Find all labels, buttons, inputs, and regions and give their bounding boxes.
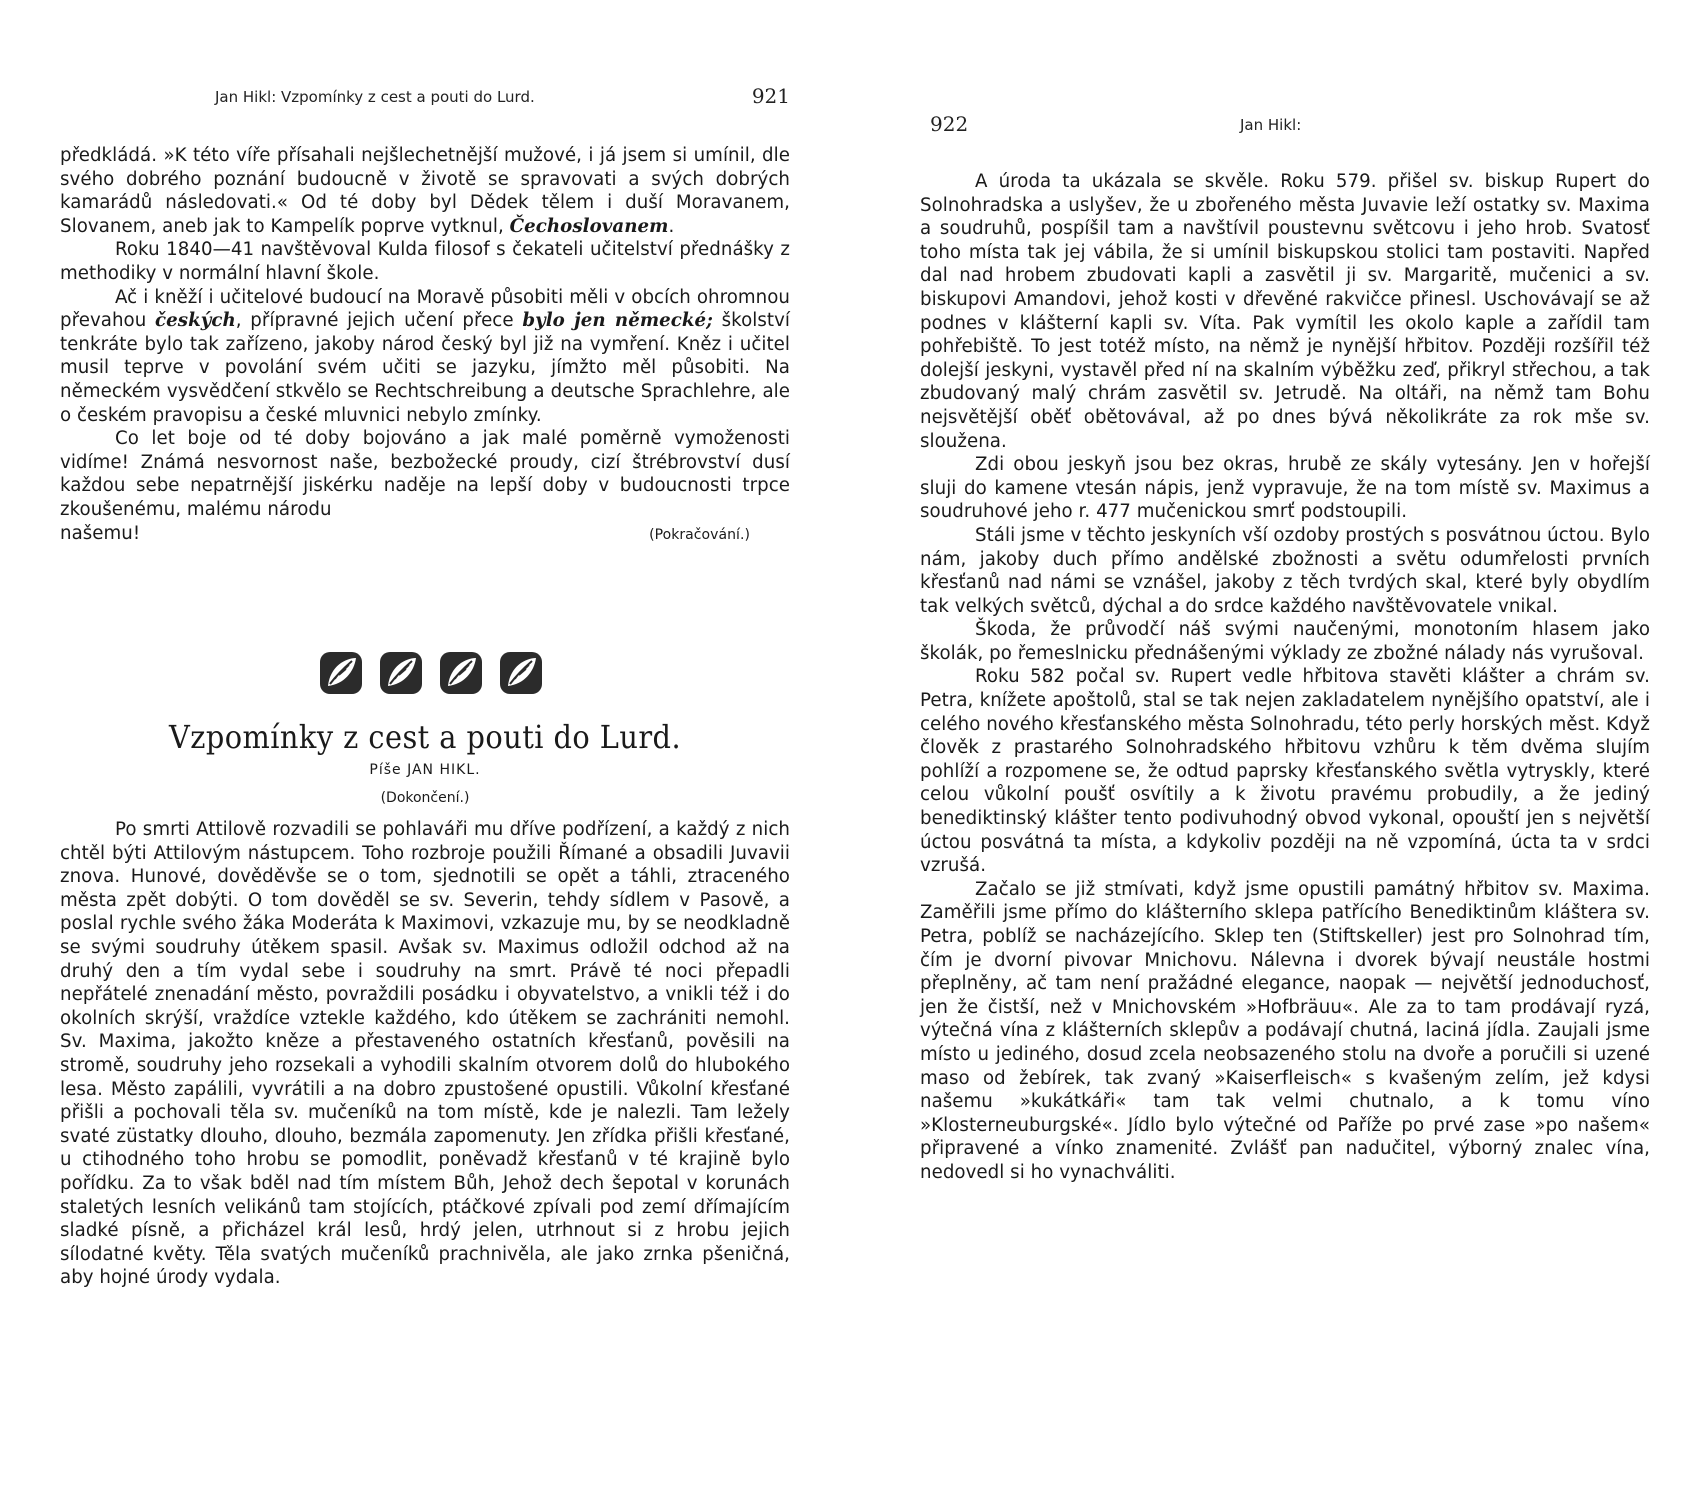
paragraph: předkládá. »K této víře přísahali nejšlechetnější mužové, i já jsem si umínil, dle svého dobrého poznání budoucně v životě se spravovati a svých dobrých kamarádů následovati.« Od té doby byl Dědek tělem i duší Moravanem, Slovanem, aneb jak to Kampelík poprve vytknul, Čechoslovanem. xyxy=(60,145,790,237)
paragraph: Zdi obou jeskyň jsou bez okras, hrubě ze skály vytesány. Jen v hořejší sluji do kamene vtesán nápis, jenž vypravuje, že na tom místě sv. Maximus a soudruhové jeho r. 477 mučenickou smrť podstoupili. xyxy=(920,454,1650,523)
running-head-title: Jan Hikl: xyxy=(1240,116,1302,134)
paragraph: Roku 582 počal sv. Rupert vedle hřbitova stavěti klášter a chrám sv. Petra, knížete apoštolů, stal se tak nejen zakladatelem nynějšího opatství, ale i celého nového křesťanského města Solnohradu, této perly horských měst. Když člověk z prastarého Solnohradského hřbitovu vzhůru k těm dvěma slujím pohlíží a rozpomene se, že odtud paprsky křesťanského světla vytryskly, které celou vůkolní poušť osvítily a k životu pravému probudily, a že jediný benediktinský klášter tento podivuhodný obvod vykonal, opouští jen s největší úctou posvátná ta místa, a kdykoliv později na ně vzpomíná, úcta ta v srdci vzrušá. xyxy=(920,666,1650,877)
paragraph: Stáli jsme v těchto jeskyních vší ozdoby prostých s posvátnou úctou. Bylo nám, jakoby duch přímo andělské zbožnosti a světu odumřelosti prvních křesťanů nad námi se vznášel, jakoby z těch tvrdých skal, které byly obydlím tak velkých světců, dýchal a do srdce každého navštěvovatele vnikal. xyxy=(920,524,1650,617)
running-head-title: Jan Hikl: Vzpomínky z cest a pouti do Lurd. xyxy=(215,88,535,106)
paragraph: Roku 1840—41 navštěvoval Kulda filosof s čekateli učitelství přednášky z methodiky v normální hlavní škole. xyxy=(60,239,790,284)
byline: Píše JAN HIKL. xyxy=(369,762,481,778)
paragraph: A úroda ta ukázala se skvěle. Roku 579. přišel sv. biskup Rupert do Solnohradska a uslyšev, že u zbořeného města Juvavie leží ostatky sv. Maxima a soudruhů, pospíšil tam a navštívil poustevnu světcovu i jeho hrob. Svatosť toho místa tak jej vábila, že si umínil biskupskou stolici tam postaviti. Napřed dal nad hrobem zbudovati kapli a zasvětil ji sv. Margaritě, mučenici a sv. biskupovi Amandovi, jehož kosti v dřevěné rakvičce přinesl. Uschovávají se až podnes v klášterní kapli sv. Víta. Pak vymítil les okolo kaple a zařídil tam pohřebiště. To jest totéž místo, na němž je nynější hřbitov. Později rozšířil též dolejší jeskyni, vystavěl před ní na skalním výběžku zeď, přikryl střechou, a tak zbudovaný malý chrám zasvětil sv. Jetrudě. Na oltáři, na němž tam Bohu nejsvětější oběť obětovával, až po dnes bývá několikráte za rok mše sv. sloužena. xyxy=(920,171,1650,452)
left-running-head xyxy=(60,84,790,108)
continuation-note: (Pokračování.) xyxy=(649,526,750,543)
article-body-continued xyxy=(920,170,1650,1185)
closing-line xyxy=(60,522,790,548)
last-line: našemu! xyxy=(60,522,141,544)
paragraph: Škoda, že průvodčí náš svými naučenými, monotoním hlasem jako školák, po řemeslnicku přednášenými výklady ze zbožné nálady nás vyrušoval. xyxy=(920,619,1650,664)
continued-label: (Dokončení.) xyxy=(380,790,470,806)
paragraph: Co let boje od té doby bojováno a jak malé poměrně vymoženosti vidíme! Známá nesvornost naše, bezbožecké proudy, cizí štrébrovství dusí každou sebe nepatrnější jiskérku naděje na lepší doby v budoucnosti trpce zkoušenému, malému národu xyxy=(60,428,790,520)
ornament-row xyxy=(318,650,608,700)
page-number: 922 xyxy=(930,112,969,136)
paragraph: Začalo se již stmívati, když jsme opustili památný hřbitov sv. Maxima. Zaměřili jsme přímo do klášterního sklepa patřícího Benediktinům kláštera sv. Petra, poblíž se nacházejícího. Sklep ten (Stiftskeller) jest pro Solnohrad tím, čím je dvorní pivovar Mnichovu. Nálevna i dvorek bývají neustále hostmi přeplněny, ač tam není pražádné elegance, naopak — největší jednoduchosť, jen že čistší, než v Mnichovském »Hofbräuu«. Ale za to tam prodávají ryzá, výtečná vína z klášterních sklepův a podávají chutná, laciná jídla. Zaujali jsme místo u jediného, dosud zcela neobsazeného stolu na dvoře a poručili si uzené maso od žebírek, tak zvaný »Kaiserfleisch« s kvašeným zelím, jež kdysi našemu »kukátkáři« tam tak velmi chutnalo, a k tomu víno »Klosterneuburgské«. Jídlo bylo výtečné od Paříže po prvé zase »po našem« připravené a vínko znamenité. Zvlášť pan nadučitel, výborný znalec vína, nedovedl si ho vynachváliti. xyxy=(920,878,1650,1183)
article-body xyxy=(60,818,790,1290)
leaf-ornament-icon xyxy=(498,650,544,696)
page-number: 921 xyxy=(751,84,790,108)
paragraph: Ač i kněží i učitelové budoucí na Moravě působiti měli v obcích ohromnou převahou českých, přípravné jejich učení přece bylo jen německé; školství tenkráte bylo tak zařízeno, jakoby národ český byl již na vymření. Kněz i učitel musil teprve v povolání svém učiti se jazyku, jímžto měl působiti. Na německém vysvědčení stkvělo se Rechtschreibung a deutsche Sprachlehre, ale o českém pravopisu a české mluvnici nebylo zmínky. xyxy=(60,286,790,426)
paragraph: Po smrti Attilově rozvadili se pohlaváři mu dříve podřízení, a každý z nich chtěl býti Attilovým nástupcem. Toho rozbroje použili Římané a obsadili Juvavii znova. Hunové, dověděvše se o tom, sjednotili se opět a táhli, ztraceného města zpět dobýti. O tom dověděl se sv. Severin, tehdy sídlem v Pasově, a poslal rychle svého žáka Moderáta k Maximovi, vzkazuje mu, by se neodkladně se svými soudruhy útěkem spasil. Avšak sv. Maximus odložil odchod až na druhý den a tím vydal sebe i soudruhy na smrt. Právě té noci přepadli nepřátelé znenadání město, povraždili posádku i obyvatelstvo, a vnikli též i do okolních skrýší, vraždíce vztekle každého, kdo útěkem se zachrániti nemohl. Sv. Maxima, jakožto kněze a přestaveného ostatních křesťanů, pověsili na stromě, soudruhy jeho rozsekali a vyhodili skalním otvorem dolů do hlubokého lesa. Město zapálili, vyvrátili a na dobro zpustošené opustili. Vůkolní křesťané přišli a pochovali těla sv. mučeníků na tom místě, kde je nalezli. Tam ležely svaté züstatky dlouho, dlouho, bezmála zapomenuty. Jen zřídka přišli křesťané, u ctihodného toho hrobu se pomodlit, poněvadž křesťanů v té krajině bylo pořídku. Za to však bděl nad tím místem Bůh, Jehož dech šepotal v korunách staletých lesních velikánů tam stojících, ptáčkové zpívali pod zemí dřímajícím sladké písně, a přicházel král lesů, hrdý jelen, utrhnout si z hrobu jejich sílodatné květy. Těla svatých mučeníků prachnivěla, ale jako zrnka pšeničná, aby hojné úrody vydala. xyxy=(60,819,790,1289)
article-title: Vzpomínky z cest a pouti do Lurd. xyxy=(168,718,682,756)
leaf-ornament-icon xyxy=(438,650,484,696)
leaf-ornament-icon xyxy=(318,650,364,696)
leaf-ornament-icon xyxy=(378,650,424,696)
previous-article-ending xyxy=(60,144,790,547)
right-running-head xyxy=(920,112,1650,136)
